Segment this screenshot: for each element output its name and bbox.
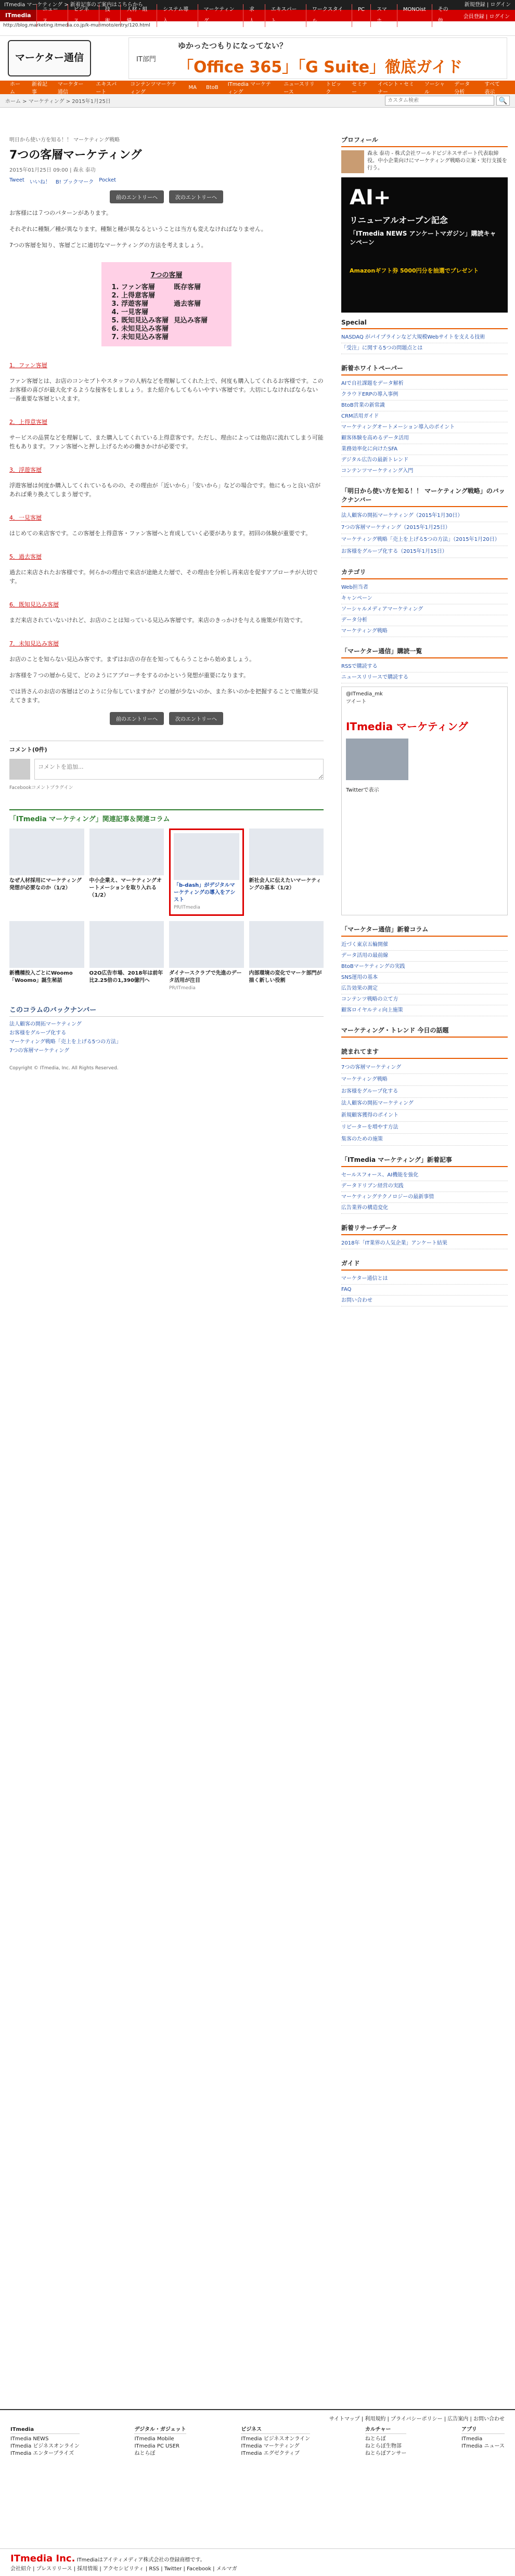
sidebar-link[interactable]: BtoBマーケティングの実践 (341, 962, 508, 973)
sidebar-link[interactable]: 近づく東京五輪開催 (341, 940, 508, 951)
global-nav-item[interactable]: イベント・セミナー (377, 82, 414, 95)
twitter-heading: ツイート (346, 699, 367, 705)
backnumber-side-list (341, 510, 508, 558)
global-nav-item[interactable]: マーケター通信 (57, 82, 84, 95)
related-card[interactable] (89, 829, 164, 916)
profile-heading: プロフィール (341, 133, 508, 147)
ad-headline: リニューアルオープン記念 (350, 215, 448, 225)
sidebar-link[interactable]: マーケティング戦略 (341, 626, 508, 637)
member-links[interactable]: 会員登録 | ログイン (463, 14, 510, 20)
footer-link[interactable]: ITmedia マーケティング (241, 2443, 300, 2449)
footer-link[interactable]: ITmedia エグゼクティブ (241, 2451, 300, 2456)
avatar (9, 759, 30, 780)
related-title: 新機種投入ごとにWoomo「Woomo」誕生秘話 (9, 970, 73, 983)
tweet-image (346, 739, 408, 780)
guide-heading: ガイド (341, 1257, 508, 1271)
article-column (0, 133, 333, 1071)
whitepaper-heading: 新着ホワイトペーパー (341, 361, 508, 376)
figure-item: 4. 一見客層 (121, 308, 169, 317)
global-nav (0, 81, 515, 94)
global-nav-item[interactable]: ニュースリリース (284, 82, 315, 95)
top-banner-ad[interactable] (128, 37, 507, 79)
section-text: はじめての来店客です。この客層を上得意客・ファン客層へと育成していく必要があります。初回の体験が重要です。 (9, 530, 312, 537)
backnumber-section (9, 1004, 324, 1055)
read-list (341, 1062, 508, 1146)
figure-item: 3. 浮遊客層 (121, 300, 169, 308)
category-heading: カテゴリ (341, 565, 508, 579)
search-button[interactable]: 🔍 (496, 96, 510, 106)
ad-logo: AI+ (350, 186, 391, 210)
sidebar-link[interactable]: BtoB営業の新常識 (341, 400, 508, 411)
backnumber-item[interactable]: お客様をグループ化する (9, 1030, 67, 1036)
share-button[interactable]: Tweet (9, 177, 24, 183)
brand-note: ITmediaはアイティメディア株式会社の登録商標です。 (76, 2557, 205, 2563)
global-nav-item[interactable]: トピック (326, 82, 341, 95)
twitter-account[interactable]: @ITmedia_mk (346, 691, 383, 697)
next-entry-button[interactable]: 次のエントリーへ (169, 712, 223, 725)
footer-link[interactable]: ITmedia NEWS (10, 2436, 49, 2442)
footer-column-heading: アプリ (461, 2426, 505, 2434)
share-button[interactable]: Pocket (99, 177, 117, 183)
sidebar-link[interactable]: デジタル広告の最新トレンド (341, 455, 508, 466)
itmedia-bar (0, 7, 515, 24)
category-list (341, 582, 508, 637)
profile-box (341, 150, 508, 173)
global-nav-item[interactable]: すべて表示 (484, 82, 500, 95)
intro-paragraph: 7つの客層を知り、客層ごとに適切なマーケティングの方法を考えましょう。 (9, 242, 207, 249)
footer-link[interactable]: ねとらぼ (365, 2436, 386, 2442)
global-nav-item[interactable]: データ分析 (454, 82, 470, 95)
footer-link[interactable]: ITmedia (461, 2436, 483, 2442)
itmedia-nav-item[interactable]: MONOist (397, 4, 432, 27)
related-thumbnail (169, 921, 244, 968)
footer-column (241, 2426, 310, 2457)
footer-link[interactable]: ねとらぼ生物部 (365, 2443, 402, 2449)
itmedia-nav-item[interactable]: その他 (432, 4, 458, 27)
search-box (385, 96, 510, 106)
itmedia-nav-item[interactable]: ニュース (36, 4, 68, 27)
sidebar-link[interactable]: 法人顧客の開拓マーケティング（2015年1月30日） (341, 510, 508, 522)
login-links[interactable]: 新規登録 | ログイン (464, 2, 511, 8)
backnumber-item[interactable]: 法人顧客の開拓マーケティング (9, 1021, 82, 1027)
section-heading: 3．浮遊客層 (9, 467, 42, 473)
copyright: Copyright © ITmedia, Inc. All Rights Reserved. (9, 1066, 119, 1071)
special-heading: Special (341, 317, 508, 329)
research-list (341, 1238, 508, 1249)
ad-prize: Amazonギフト券 5000円分を抽選でプレゼント (350, 267, 479, 274)
footer-link[interactable]: ITmedia PC USER (134, 2443, 179, 2449)
trend-heading: マーケティング・トレンド 今日の話題 (341, 1024, 508, 1038)
related-thumbnail (89, 829, 164, 875)
sidebar-link[interactable]: マーケティングテクノロジーの最新事情 (341, 1192, 508, 1203)
related-title: 「b-dash」がデジタルマーケティングの導入をアシスト (174, 883, 236, 903)
sidebar-link[interactable]: セールスフォース、AI機能を強化 (341, 1170, 508, 1181)
sidebar-link[interactable]: FAQ (341, 1285, 508, 1296)
article-kicker[interactable]: 明日から使い方を知る！！ マーケティング戦略 (9, 137, 120, 143)
sidebar-link[interactable]: AIで自社課題をデータ解析 (341, 379, 508, 390)
footer-column (461, 2426, 505, 2457)
related-card[interactable] (249, 829, 324, 916)
sidebar-link[interactable]: Web担当者 (341, 582, 508, 593)
related-title: 「ITmedia マーケティング」関連記事＆関連コラム (9, 809, 324, 823)
sidebar-link[interactable]: RSSで購読する (341, 662, 508, 672)
intro-paragraph: お客様には７つのパターンがあります。 (9, 210, 112, 216)
closing-paragraph: お客様を７つの層から見て、どのようにアプローチをするのかという発想が重要になります。 (9, 672, 249, 679)
itmedia-nav-item[interactable]: スマホ (370, 4, 397, 27)
sidebar-link[interactable]: 2018年「IT業界の人気企業」アンケート結果 (341, 1238, 508, 1249)
sidebar-link[interactable]: キャンペーン (341, 593, 508, 604)
related-thumbnail (89, 921, 164, 968)
section-heading: 7．未知見込み客層 (9, 640, 59, 647)
sidebar-link[interactable]: 顧客ロイヤルティ向上施策 (341, 1005, 508, 1016)
bottom-links[interactable]: 会社紹介 | プレスリリース | 採用情報 | アクセシビリティ | RSS | Twitter | Facebook | メルマガ (10, 2566, 237, 2572)
section-heading: 1．ファン客層 (9, 362, 47, 369)
related-card[interactable] (169, 829, 244, 916)
sidebar-link[interactable]: ソーシャルメディアマーケティング (341, 604, 508, 615)
side-ad[interactable] (341, 177, 508, 313)
sidebar-link[interactable]: マーケティングオートメーション導入のポイント (341, 422, 508, 433)
sidebar-link[interactable]: コンテンツ戦略の立て方 (341, 994, 508, 1005)
itmedia-nav-item[interactable]: ワークスタイル (306, 4, 352, 27)
sidebar-link[interactable]: データドリブン経営の実践 (341, 1181, 508, 1192)
article-byline: 2015年01月25日 09:00 | 森永 泰功 (9, 167, 96, 173)
sidebar-link[interactable]: ニュースリリースで購読する (341, 672, 508, 683)
intro-paragraph: それぞれに種類／種が異なります。種類と種が異なるということは当方も変えなければなりません。 (9, 226, 267, 232)
related-thumbnail (249, 829, 324, 875)
figure-item: 1. ファン客層 (121, 283, 169, 292)
sidebar-link[interactable]: 「受注」に関する5つの問題点とは (341, 343, 508, 354)
footer-link[interactable]: ITmedia ビジネスオンライン (241, 2436, 311, 2442)
figure-item: 2. 上得意客層 (121, 292, 169, 300)
related-card[interactable] (89, 921, 164, 992)
related-card[interactable] (9, 829, 84, 916)
global-nav-item[interactable]: 新着記事 (31, 82, 47, 95)
backnumber-item[interactable]: マーケティング戦略「売上を上げる5つの方法」 (9, 1039, 122, 1045)
itmedia-nav-item[interactable]: PC (352, 4, 370, 27)
figure-group: 過去客層 (174, 300, 201, 308)
global-nav-item[interactable]: BtoB (205, 84, 218, 90)
related-thumbnail (9, 921, 84, 968)
url-text: http://blog.marketing.itmedia.co.jp/k-murimoto/entry/120.html (0, 21, 515, 36)
sidebar-link[interactable]: NASDAQ がパイプラインなど大規模Webサイトを支える技術 (341, 332, 508, 343)
figure-list (121, 283, 169, 342)
twitter-widget (341, 687, 508, 915)
figure-item: 7. 未知見込み客層 (121, 333, 169, 342)
read-heading: 読まれてます (341, 1045, 508, 1059)
subscribe-heading: 「マーケター通信」購読一覧 (341, 644, 508, 658)
related-card[interactable] (249, 921, 324, 992)
itmedia-new-list (341, 1170, 508, 1214)
related-source: PR/ITmedia (169, 986, 196, 991)
bottom-bar (0, 2548, 515, 2576)
article-sections (9, 361, 324, 664)
sidebar-link[interactable]: データ分析 (341, 615, 508, 626)
backnumber-title: このコラムのバックナンバー (9, 1004, 324, 1017)
masthead (0, 36, 515, 81)
figure-group (174, 292, 208, 300)
share-button[interactable]: B! ブックマーク (55, 179, 94, 185)
footer (0, 2409, 515, 2462)
figure-groups (174, 283, 208, 342)
banner-subtitle: ゆかったつもりになってない？ (178, 41, 288, 50)
section-heading: 5．過去客層 (9, 553, 42, 560)
comment-count: コメント(0件) (9, 746, 47, 753)
banner-headline: 「Office 365」「G Suite」徹底ガイド (178, 58, 463, 76)
share-button[interactable]: いいね！ (29, 179, 50, 185)
related-source: PR/ITmedia (174, 905, 200, 910)
comment-section (9, 741, 324, 791)
footer-link[interactable]: ねとらぼ (134, 2451, 156, 2456)
research-heading: 新着リサーチデータ (341, 1221, 508, 1235)
related-title: 内部環境の変化でマーケ部門が描く新しい役割 (249, 970, 322, 983)
figure-title: 7つの客層 (150, 271, 183, 279)
itmedia-nav-item[interactable]: マーケティング (198, 4, 243, 27)
related-thumbnail (174, 833, 239, 880)
footer-column (10, 2426, 80, 2457)
itmedia-nav-item[interactable]: 人材・組織 (120, 4, 157, 27)
sidebar-link[interactable]: 顧客体験を高めるデータ活用 (341, 433, 508, 444)
breadcrumb[interactable]: ホーム > マーケティング > 2015年1月25日 (5, 99, 111, 105)
itmedia-new-heading: 「ITmedia マーケティング」新着記事 (341, 1153, 508, 1167)
sidebar-link[interactable]: 7つの客層マーケティング (341, 1062, 508, 1074)
figure-item: 5. 既知見込み客層 (121, 317, 169, 325)
section-heading: 4．一見客層 (9, 514, 42, 521)
closing-paragraph: では皆さんのお店の客層はどのように分布していますか？どの層が少ないのか、また多いのかを把握することで施策が見えてきます。 (9, 688, 318, 704)
sidebar-link[interactable]: 業務効率化に向けたSFA (341, 444, 508, 455)
figure-item: 6. 未知見込み客層 (121, 325, 169, 333)
footer-link[interactable]: ITmedia ニュース (461, 2443, 505, 2449)
related-card[interactable] (9, 921, 84, 992)
section-text: ファン客層とは、お店のコンセプトやスタッフの人柄などを理解してくれた上で、何度も購入してくれるお客様です。このお客様の喜びが最大化するような接客をしましょう。また紹介もしてもらいやすい客層です。大切にしなければならない一番重要な客層といえます。 (9, 378, 324, 402)
sub-nav (0, 94, 515, 108)
footer-column (365, 2426, 407, 2457)
footer-link[interactable]: ねとらぼアンサー (365, 2451, 407, 2456)
whitepaper-list (341, 379, 508, 477)
sidebar-link[interactable]: お客様をグループ化する（2015年1月15日） (341, 546, 508, 558)
entry-nav-top (9, 190, 324, 203)
figure-group: 見込み客層 (174, 317, 208, 325)
footer-column (134, 2426, 186, 2457)
sidebar-link[interactable]: 広告業界の構造変化 (341, 1203, 508, 1214)
sidebar-link[interactable]: お客様をグループ化する (341, 1086, 508, 1098)
footer-link[interactable]: ITmedia Mobile (134, 2436, 174, 2442)
section-text: まだ来店されていないけれど、お店のことは知っている見込み客層です。来店のきっかけを与える施策が有効です。 (9, 617, 306, 624)
sidebar-link[interactable]: マーケティング戦略 (341, 1074, 508, 1086)
sidebar-link[interactable]: お問い合わせ (341, 1296, 508, 1306)
sidebar-link[interactable]: 法人顧客の開拓マーケティング (341, 1098, 508, 1110)
related-title: なぜ人材採用にマーケティング発想が必要なのか（1/2） (9, 878, 82, 891)
footer-links[interactable]: サイトマップ | 利用規約 | プライバシーポリシー | 広告案内 | お問い合わせ (329, 2416, 505, 2422)
itmedia-nav-item[interactable]: システム導入 (157, 4, 197, 27)
customer-layer-figure (101, 262, 231, 346)
ad-subtitle: 「ITmedia NEWS アンケートマガジン」購読キャンペーン (350, 230, 496, 246)
related-card[interactable] (169, 921, 244, 992)
global-nav-item[interactable]: ITmedia マーケティング (227, 82, 271, 95)
sidebar-link[interactable]: 新規顧客獲得のポイント (341, 1110, 508, 1122)
related-title: O2O広告市場、2018年は前年比2.25倍の1,390億円へ (89, 970, 163, 983)
profile-text: 森永 泰功 - 株式会社ワールドビジネスサポート代表取締役。中小企業向けにマーケティング戦略の立案・実行支援を行う。 (367, 151, 507, 171)
backnumber-side-heading: 「明日から使い方を知る！！ マーケティング戦略」のバックナンバー (341, 484, 508, 507)
itmedia-nav-item[interactable]: 求人 (243, 4, 265, 27)
sidebar-link[interactable]: 集客のための施策 (341, 1134, 508, 1146)
footer-column-heading: ビジネス (241, 2426, 310, 2434)
related-grid (9, 829, 324, 992)
prev-entry-button[interactable]: 前のエントリーへ (110, 712, 164, 725)
section-text: お店のことを知らない見込み客です。まずはお店の存在を知ってもらうことから始めましょう。 (9, 656, 255, 663)
sidebar-link[interactable]: SNS運用の基本 (341, 973, 508, 983)
twitter-brand: ITmedia マーケティング (346, 720, 468, 733)
article-title: 7つの客層マーケティング (9, 149, 142, 162)
site-logo[interactable]: マーケター通信 (8, 40, 91, 76)
sidebar-link[interactable]: 広告効果の測定 (341, 983, 508, 994)
entry-nav-bottom (9, 712, 324, 725)
special-list (341, 332, 508, 354)
section-text: サービスの品質などを理解して、また購入してくれている上得意客です。ただし、理由によっては他店に流れてしまう可能性もあります。ファン客層へと押し上げるための働きかけが必要です。 (9, 434, 324, 450)
sidebar-link[interactable]: マーケター通信とは (341, 1274, 508, 1285)
footer-columns (10, 2426, 505, 2457)
footer-column-heading: デジタル・ガジェット (134, 2426, 186, 2434)
top-bar-text: ITmedia マーケティング > 新着記事のご案内はこちらから (4, 2, 143, 8)
related-thumbnail (9, 829, 84, 875)
itmedia-logo[interactable]: ITmedia (0, 10, 36, 21)
section-heading: 6．既知見込み客層 (9, 601, 59, 608)
share-buttons (9, 177, 324, 185)
footer-link[interactable]: ITmedia エンタープライズ (10, 2451, 74, 2456)
figure-group: 既存客層 (174, 283, 201, 291)
backnumber-item[interactable]: 7つの客層マーケティング (9, 1048, 70, 1054)
global-nav-item[interactable]: エキスパート (96, 82, 117, 95)
prev-entry-button[interactable]: 前のエントリーへ (110, 190, 164, 203)
banner-left-label: IT部門 (136, 55, 156, 63)
section-heading: 2．上得意客層 (9, 419, 47, 425)
sidebar-link[interactable]: データ活用の最前線 (341, 951, 508, 962)
itmedia-footer-logo[interactable]: ITmedia Inc. (10, 2553, 75, 2564)
related-thumbnail (249, 921, 324, 968)
footer-link[interactable]: ITmedia ビジネスオンライン (10, 2443, 80, 2449)
sidebar-link[interactable]: クラウドERPの導入事例 (341, 390, 508, 400)
related-title: 新社会人に伝えたいマーケティングの基本（1/2） (249, 878, 321, 891)
new-columns-heading: 「マーケター通信」新着コラム (341, 923, 508, 937)
author-photo (341, 150, 364, 173)
sidebar-link[interactable]: コンテンツマーケティング入門 (341, 466, 508, 477)
section-text: 過去に来店されたお客様です。何らかの理由で来店が途絶えた層で、その理由を分析し再来店を促すアプローチが大切です。 (9, 569, 318, 585)
sidebar-link[interactable]: CRM活用ガイド (341, 411, 508, 422)
new-columns-list (341, 940, 508, 1016)
backnumber-list (9, 1020, 324, 1055)
figure-group (174, 308, 208, 317)
related-title: ダイナースクラブで先進のデータ活用が注目 (169, 970, 242, 983)
global-nav-item[interactable]: ソーシャル (424, 82, 445, 95)
search-input[interactable] (385, 96, 494, 106)
sidebar-link[interactable]: リピーターを増やす方法 (341, 1122, 508, 1134)
itmedia-nav-item[interactable]: エキスパート (265, 4, 306, 27)
footer-column-heading: カルチャー (365, 2426, 407, 2434)
itmedia-nav-item[interactable]: ビジネス (68, 4, 99, 27)
global-nav-item[interactable]: ホーム (10, 82, 20, 95)
global-nav-item[interactable]: セミナー (351, 82, 367, 95)
next-entry-button[interactable]: 次のエントリーへ (169, 190, 223, 203)
comment-input[interactable] (34, 759, 324, 780)
global-nav-item[interactable]: MA (188, 84, 197, 90)
facebook-plugin-label[interactable]: Facebookコメントプラグイン (9, 785, 73, 791)
sidebar (341, 133, 508, 1306)
global-nav-item[interactable]: コンテンツマーケティング (130, 82, 177, 95)
sidebar-link[interactable]: 7つの客層マーケティング（2015年1月25日） (341, 522, 508, 534)
footer-column-heading: ITmedia (10, 2426, 80, 2434)
section-text: 浮遊客層は何度か購入してくれているものの、その理由が「近いから」「安いから」などの場合です。他にもっと良い店があれば乗り換えてしまう層です。 (9, 482, 321, 498)
sidebar-link[interactable]: マーケティング戦略「売上を上げる5つの方法」（2015年1月20日） (341, 534, 508, 546)
twitter-link[interactable]: Twitterで表示 (346, 787, 379, 793)
related-title: 中小企業え、マーケティングオートメーションを取り入れる（1/2） (89, 878, 162, 898)
itmedia-nav-item[interactable]: 技術 (99, 4, 121, 27)
guide-list (341, 1274, 508, 1306)
subscribe-list (341, 662, 508, 683)
